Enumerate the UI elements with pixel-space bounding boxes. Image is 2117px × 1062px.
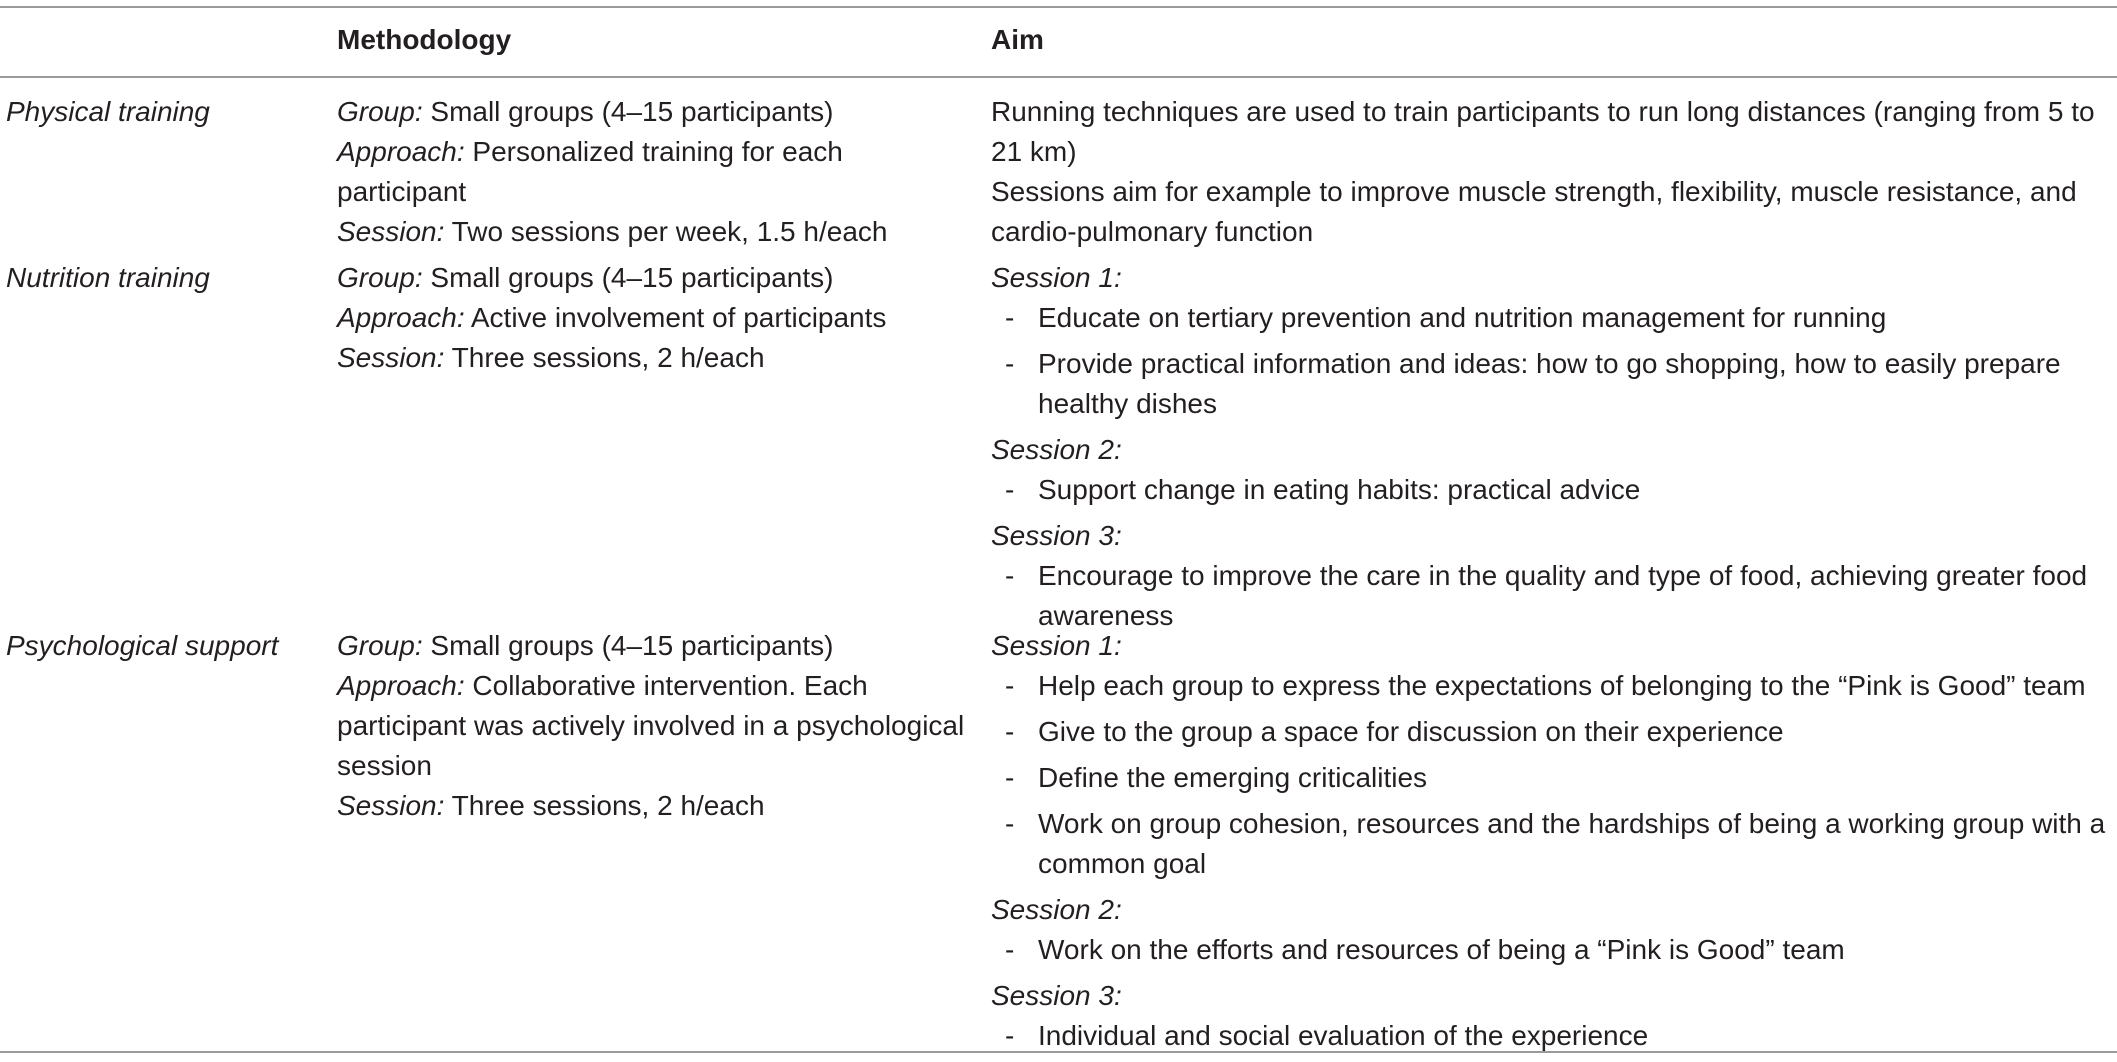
- session-title: Session 1:: [991, 262, 1122, 293]
- session-list: [991, 470, 2111, 510]
- session-list: [991, 666, 2111, 884]
- methodology-line: Group: Small groups (4–15 participants): [337, 630, 834, 661]
- session-title: Session 2:: [991, 894, 1122, 925]
- methodology-line: Group: Small groups (4–15 participants): [337, 96, 834, 127]
- aim-paragraph: Running techniques are used to train participants to run long distances (ranging from 5 to 21 km): [991, 96, 2095, 167]
- methodology-line: Group: Small groups (4–15 participants): [337, 262, 834, 293]
- row-label: Nutrition training: [6, 262, 210, 293]
- methodology-line: Session: Three sessions, 2 h/each: [337, 790, 765, 821]
- session-list: [991, 298, 2111, 424]
- header-methodology: Methodology: [337, 24, 512, 55]
- list-item: - Individual and social evaluation of the experience: [1005, 1020, 1649, 1051]
- session-title: Session 2:: [991, 434, 1122, 465]
- list-item: - Define the emerging criticalities: [1005, 762, 1428, 793]
- methodology-line: Session: Three sessions, 2 h/each: [337, 342, 765, 373]
- session-list: [991, 930, 2111, 970]
- list-item: - Provide practical information and ideas: how to go shopping, how to easily prepare healthy dishes: [1005, 348, 2061, 419]
- table-bottom-rule: [0, 1051, 2117, 1053]
- methodology-cell: [337, 626, 977, 826]
- list-item: - Work on group cohesion, resources and the hardships of being a working group with a common goal: [1005, 808, 2106, 879]
- session-title: Session 3:: [991, 520, 1122, 551]
- list-item: - Educate on tertiary prevention and nutrition management for running: [1005, 302, 1887, 333]
- header-aim: Aim: [991, 24, 1044, 55]
- methodology-cell: [337, 258, 977, 378]
- session-title: Session 1:: [991, 630, 1122, 661]
- methodology-line: Approach: Active involvement of participants: [337, 302, 887, 333]
- list-item: - Work on the efforts and resources of being a “Pink is Good” team: [1005, 934, 1845, 965]
- methodology-line: Session: Two sessions per week, 1.5 h/each: [337, 216, 888, 247]
- row-label: Psychological support: [6, 630, 279, 661]
- list-item: - Help each group to express the expectations of belonging to the “Pink is Good” team: [1005, 670, 2086, 701]
- list-item: - Give to the group a space for discussion on their experience: [1005, 716, 1784, 747]
- list-item: - Support change in eating habits: practical advice: [1005, 474, 1641, 505]
- header-rule: [0, 76, 2117, 78]
- table-top-rule: [0, 6, 2117, 8]
- session-title: Session 3:: [991, 980, 1122, 1011]
- row-label: Physical training: [6, 96, 210, 127]
- methodology-line: Approach: Collaborative intervention. Each participant was actively involved in a psychological session: [337, 670, 965, 781]
- methodology-cell: [337, 92, 977, 252]
- aim-cell: [991, 92, 2111, 252]
- aim-cell: [991, 258, 2111, 642]
- aim-paragraph: Sessions aim for example to improve muscle strength, flexibility, muscle resistance, and cardio-pulmonary function: [991, 176, 2077, 247]
- list-item: - Encourage to improve the care in the quality and type of food, achieving greater food awareness: [1005, 560, 2088, 631]
- aim-cell: [991, 626, 2111, 1062]
- session-list: [991, 1016, 2111, 1056]
- methodology-line: Approach: Personalized training for each participant: [337, 136, 843, 207]
- session-list: [991, 556, 2111, 636]
